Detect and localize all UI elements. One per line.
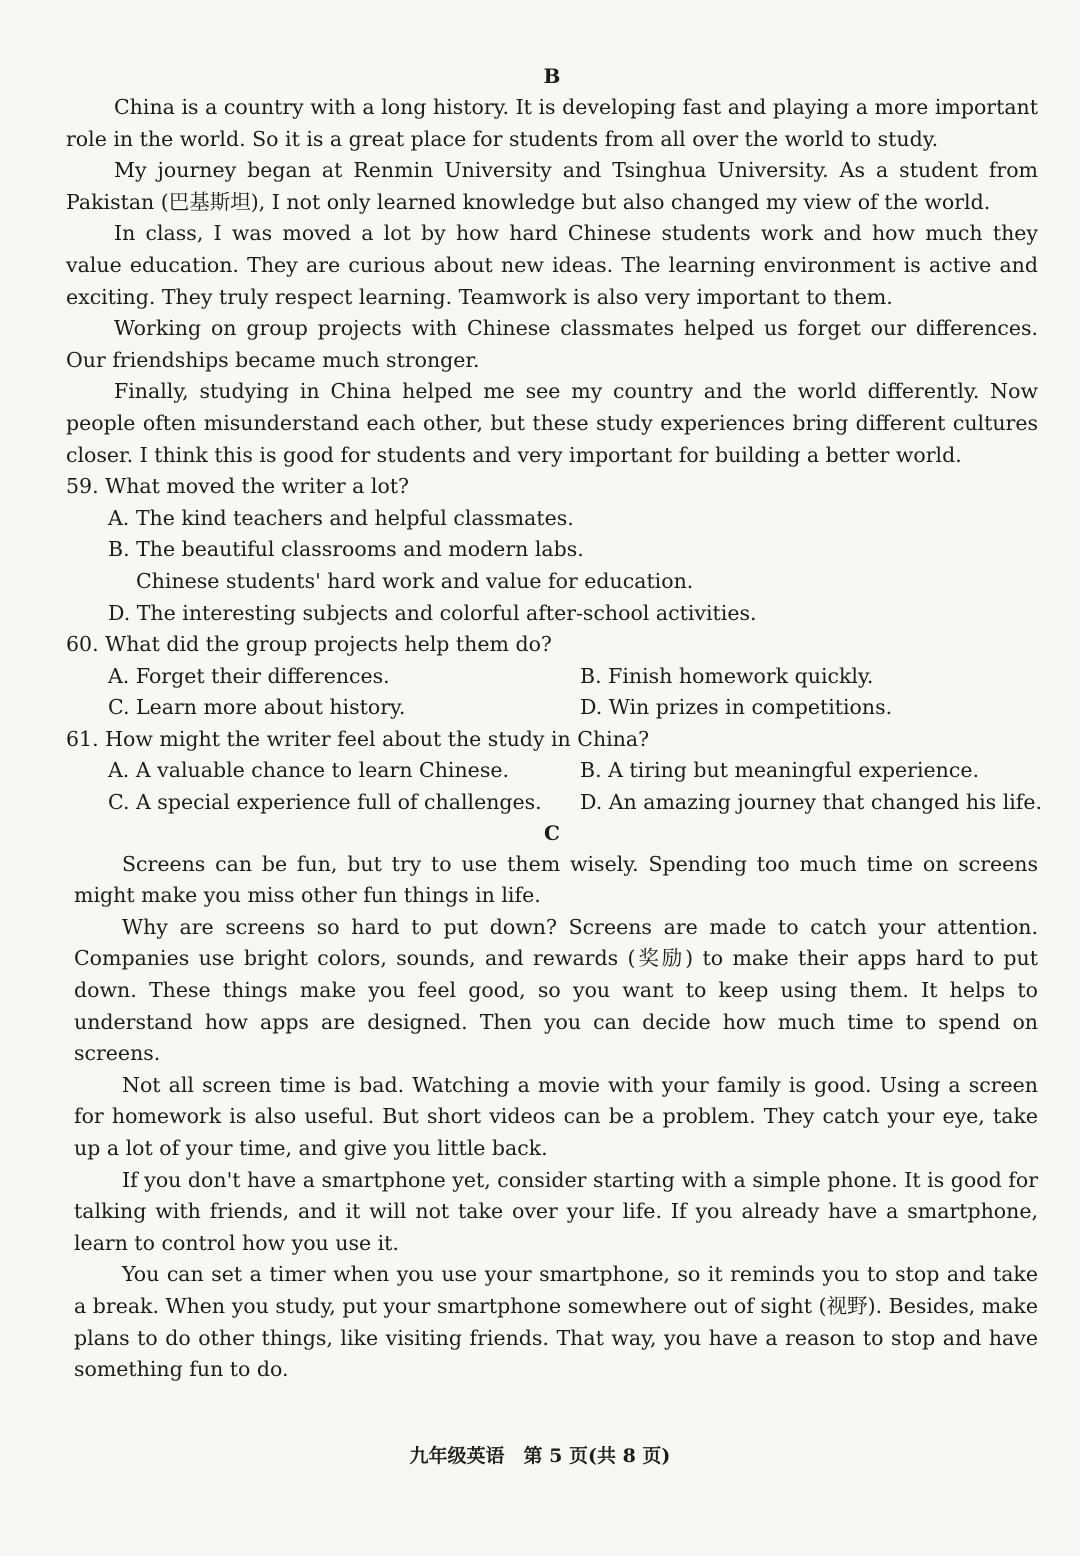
paragraph: Screens can be fun, but try to use them wisely. Spending too much time on screens might make you miss other fun things in life.	[74, 851, 1038, 908]
option-a: A. The kind teachers and helpful classmates.	[108, 505, 574, 530]
paragraph: Why are screens so hard to put down? Screens are made to catch your attention. Companies use bright colors, sounds, and rewards (奖励) to make their apps hard to put down. These things make you feel good, so you want to keep using them. It helps to understand how apps are designed. Then you can decide how much time to spend on screens.	[74, 914, 1038, 1066]
paragraph: My journey began at Renmin University and Tsinghua University. As a student from Pakistan (巴基斯坦), I not only learned knowledge but also changed my view of the world.	[66, 158, 1038, 214]
option-d: D. Win prizes in competitions.	[580, 695, 893, 720]
option-a: A. Forget their differences.	[108, 663, 390, 688]
option-c: Chinese students' hard work and value for education.	[136, 568, 694, 593]
question-59	[66, 471, 1038, 629]
option-c: C. A special experience full of challenges.	[108, 790, 542, 815]
option-d: D. The interesting subjects and colorful after-school activities.	[108, 600, 757, 625]
section-b-passage	[66, 92, 1038, 471]
section-c-heading: C	[544, 820, 560, 845]
paragraph: In class, I was moved a lot by how hard Chinese students work and how much they value education. They are curious about new ideas. The learning environment is active and exciting. They truly respect learning. Teamwork is also very important to them.	[66, 221, 1038, 309]
paragraph: Finally, studying in China helped me see my country and the world differently. Now people often misunderstand each other, but these study experiences bring different cultures closer. I think this is good for students and very important for building a better world.	[66, 379, 1038, 467]
question-stem: 60. What did the group projects help them do?	[66, 632, 552, 657]
question-options	[66, 503, 1038, 629]
question-stem: 61. How might the writer feel about the study in China?	[66, 726, 650, 751]
option-a: A. A valuable chance to learn Chinese.	[108, 758, 509, 783]
option-b: B. A tiring but meaningful experience.	[580, 758, 979, 783]
question-60	[66, 629, 1038, 724]
section-b-heading: B	[543, 64, 561, 88]
page-footer: 九年级英语 第 5 页(共 8 页)	[409, 1445, 671, 1467]
option-b: B. The beautiful classrooms and modern labs.	[108, 537, 584, 562]
question-61	[66, 724, 1043, 819]
paragraph: You can set a timer when you use your smartphone, so it reminds you to stop and take a break. When you study, put your smartphone somewhere out of sight (视野). Besides, make plans to do other things, like visiting friends. That way, you have a reason to stop and have something fun to do.	[74, 1262, 1038, 1382]
paragraph: If you don't have a smartphone yet, consider starting with a simple phone. It is good for talking with friends, and it will not take over your life. If you already have a smartphone, learn to control how you use it.	[74, 1167, 1038, 1255]
paragraph: Not all screen time is bad. Watching a movie with your family is good. Using a screen for homework is also useful. But short videos can be a problem. They catch your eye, take up a lot of your time, and give you little back.	[74, 1072, 1038, 1160]
paragraph: Working on group projects with Chinese classmates helped us forget our differences. Our friendships became much stronger.	[66, 316, 1038, 372]
paragraph: China is a country with a long history. It is developing fast and playing a more important role in the world. So it is a great place for students from all over the world to study.	[66, 95, 1038, 151]
section-c-passage	[66, 849, 1038, 1386]
option-b: B. Finish homework quickly.	[580, 663, 874, 688]
question-options	[66, 661, 1038, 724]
question-options	[66, 755, 1043, 818]
option-d: D. An amazing journey that changed his life.	[580, 790, 1043, 815]
question-stem: 59. What moved the writer a lot?	[66, 474, 410, 499]
option-c: C. Learn more about history.	[108, 695, 406, 720]
